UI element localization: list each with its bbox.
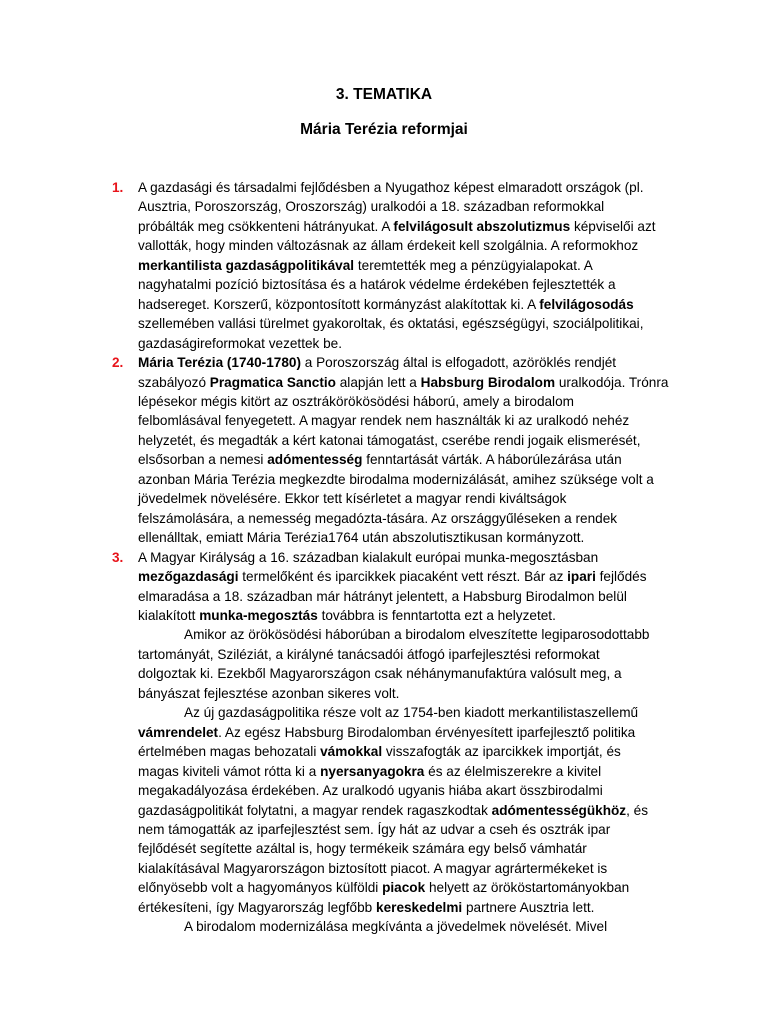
text-line [138, 723, 678, 742]
text-line [138, 392, 678, 411]
text-run: ellenálltak, emiatt Mária Terézia1764 után abszolutisztikusan kormányzott. [138, 530, 585, 546]
list-item-number: 2. [112, 355, 124, 371]
list-item [112, 353, 678, 548]
list-item-number: 1. [112, 180, 124, 195]
text-line [138, 762, 678, 781]
text-run: jövedelmek növelésére. Ekkor tett kísérletet a magyar rendi kiváltságok [138, 491, 567, 507]
text-line [138, 548, 678, 567]
text-line [138, 509, 678, 528]
bold-term: piacok [382, 880, 426, 896]
text-run: lépésekor mégis kitört az osztrákörökösödési háború, amely a birodalom [138, 393, 574, 409]
text-line [138, 178, 678, 197]
text-run: , és [626, 802, 649, 818]
bold-term: vámrendelet [138, 724, 219, 740]
text-run: hadsereget. Korszerű, központosított kormányzást alakítottak ki. A [138, 296, 540, 312]
bold-term: Habsburg Birodalom [420, 374, 556, 390]
text-run: Amikor az örökösödési háborúban a birodalom elveszítette legiparosodottabb [184, 627, 650, 643]
text-line [138, 917, 678, 936]
document-body [112, 178, 678, 937]
text-run: Ausztria, Poroszország, Oroszország) uralkodói a 18. században reformokkal [138, 199, 605, 215]
text-line [138, 859, 678, 878]
text-run: elmaradása a 18. században már hátrányt jelentett, a Habsburg Birodalmon belül [138, 588, 627, 604]
text-line [138, 587, 678, 606]
text-run: próbálták meg csökkenteni hátrányukat. A [138, 218, 394, 234]
bold-term: munka-megosztás [199, 607, 318, 623]
text-line [138, 645, 678, 664]
text-run: termelőként és iparcikkek piacaként vett részt. Bár az [238, 569, 568, 585]
text-line [138, 781, 678, 800]
text-run: értékesíteni, így Magyarország legfőbb [138, 899, 377, 915]
list-item [112, 548, 678, 937]
text-run: visszafogták az iparcikkek importját, és [382, 744, 621, 760]
text-line [138, 489, 678, 508]
text-line [138, 625, 678, 644]
text-run: a Poroszország által is elfogadott, azöröklés rendjét [300, 355, 617, 371]
text-run: alapján lett a [335, 374, 421, 390]
text-run: kialakításával Magyarországon biztosított piacot. A magyar agrártermékeket is [138, 860, 608, 876]
text-run: gazdaságireformokat vezettek be. [138, 335, 343, 351]
text-run: kialakított [138, 607, 200, 623]
text-run: és az élelmiszerekre a kivitel [424, 763, 602, 779]
bold-term: nyersanyagokra [320, 763, 425, 779]
text-line [138, 703, 678, 722]
text-run: szellemében vallási türelmet gyakoroltak, és oktatási, egészségügyi, szociálpolitikai, [138, 316, 644, 332]
text-line [138, 878, 678, 897]
bold-term: adómentességükhöz [491, 802, 627, 818]
bold-term: felvilágosodás [539, 296, 634, 312]
text-line [138, 373, 678, 392]
text-line [138, 567, 678, 586]
text-run: tartományát, Sziléziát, a királyné tanácsadói átfogó iparfejlesztési reformokat [138, 646, 600, 662]
bold-term: kereskedelmi [376, 899, 463, 915]
text-run: fejlődését segítette azáltal is, hogy termékeik számára egy belső vámhatár [138, 841, 587, 857]
bold-term: ipari [567, 569, 596, 585]
text-run: értelmében magas behozatali [138, 744, 321, 760]
text-line [138, 275, 678, 294]
text-run: partnere Ausztria lett. [462, 899, 595, 915]
bold-term: mezőgazdasági [138, 569, 239, 585]
text-line [138, 684, 678, 703]
list-item-number: 3. [112, 549, 124, 565]
text-line [138, 236, 678, 255]
text-run: teremtették meg a pénzügyialapokat. A [354, 257, 593, 273]
text-line [138, 742, 678, 761]
text-run: elsősorban a nemesi [138, 452, 268, 468]
text-line [138, 295, 678, 314]
text-run: vallották, hogy minden változásnak az állam érdekeit kell szolgálnia. A reformokhoz [138, 238, 639, 254]
bold-term: felvilágosult abszolutizmus [393, 218, 571, 234]
bold-term: adómentesség [267, 452, 363, 468]
text-run: előnyösebb volt a hagyományos külföldi [138, 880, 383, 896]
text-line [138, 334, 678, 353]
text-run: nagyhatalmi pozíció biztosítása és a határok védelme érdekében fejlesztették a [138, 277, 616, 293]
bold-term: Pragmatica Sanctio [209, 374, 336, 390]
text-run: A birodalom modernizálása megkívánta a jövedelmek növelését. Mivel [184, 919, 608, 935]
text-run: gazdaságpolitikát folytatni, a magyar rendek ragaszkodtak [138, 802, 492, 818]
text-line [138, 801, 678, 820]
text-run: felbomlásával fenyegetett. A magyar rendek nem használták ki az uralkodó nehéz [138, 413, 630, 429]
text-line [138, 256, 678, 275]
text-line [138, 470, 678, 489]
text-line [138, 450, 678, 469]
text-run: helyett az örököstartományokban [425, 880, 630, 896]
bold-term: vámokkal [320, 744, 383, 760]
text-run: felszámolására, a nemesség megadózta-tására. Az országgyűléseken a rendek [138, 510, 618, 526]
text-line [138, 839, 678, 858]
text-line [138, 606, 678, 625]
text-run: fejlődés [595, 569, 647, 585]
bold-term: Mária Terézia (1740-1780) [138, 355, 301, 371]
text-line [138, 820, 678, 839]
text-run: nem támogatták az iparfejlesztést sem. Így hát az udvar a cseh és osztrák ipar [138, 821, 611, 837]
text-run: helyzetét, és megadták a kért katonai támogatást, cserébe rendi jogaik elismerését, [138, 432, 641, 448]
text-run: . Az egész Habsburg Birodalomban érvényesített iparfejlesztő politika [218, 724, 636, 740]
text-run: magas kiviteli vámot róttа ki a [138, 763, 321, 779]
text-run: azonban Mária Terézia megkezdte birodalma modernizálását, amihez szüksége volt a [138, 471, 654, 487]
bold-term: merkantilista gazdaságpolitikával [138, 257, 355, 273]
text-run: uralkodója. Trónra [555, 374, 669, 390]
text-line [138, 431, 678, 450]
text-line [138, 217, 678, 236]
text-run: dolgoztak ki. Ezekből Magyarországon csak néhánymanufaktúra valósult meg, a [138, 666, 622, 682]
text-run: megakadályozása érdekében. Az uralkodó ugyanis hiába akart összbirodalmi [138, 783, 603, 799]
text-run: bányászat fejlesztése azonban sikeres volt. [138, 685, 400, 701]
text-line [138, 353, 678, 372]
text-run: fenntartását várták. A háborúlezárása után [362, 452, 622, 468]
text-run: A Magyar Királyság a 16. században kialakult európai munka-megosztásban [138, 549, 599, 565]
page-title: 3. TEMATIKA [335, 86, 433, 103]
text-line [138, 411, 678, 430]
text-line [138, 197, 678, 216]
text-run: képviselői azt [570, 218, 656, 234]
text-line [138, 528, 678, 547]
text-run: szabályozó [138, 374, 210, 390]
page-subtitle: Mária Terézia reformjai [300, 121, 468, 138]
list-item [112, 178, 678, 353]
text-line [138, 898, 678, 917]
text-line [138, 664, 678, 683]
text-line [138, 314, 678, 333]
text-run: A gazdasági és társadalmi fejlődésben a Nyugathoz képest elmaradott országok (pl. [138, 180, 644, 195]
text-run: továbbra is fenntartotta ezt a helyzetet. [317, 607, 556, 623]
text-run: Az új gazdaságpolitika része volt az 1754-ben kiadott merkantilistaszellemű [184, 705, 639, 721]
